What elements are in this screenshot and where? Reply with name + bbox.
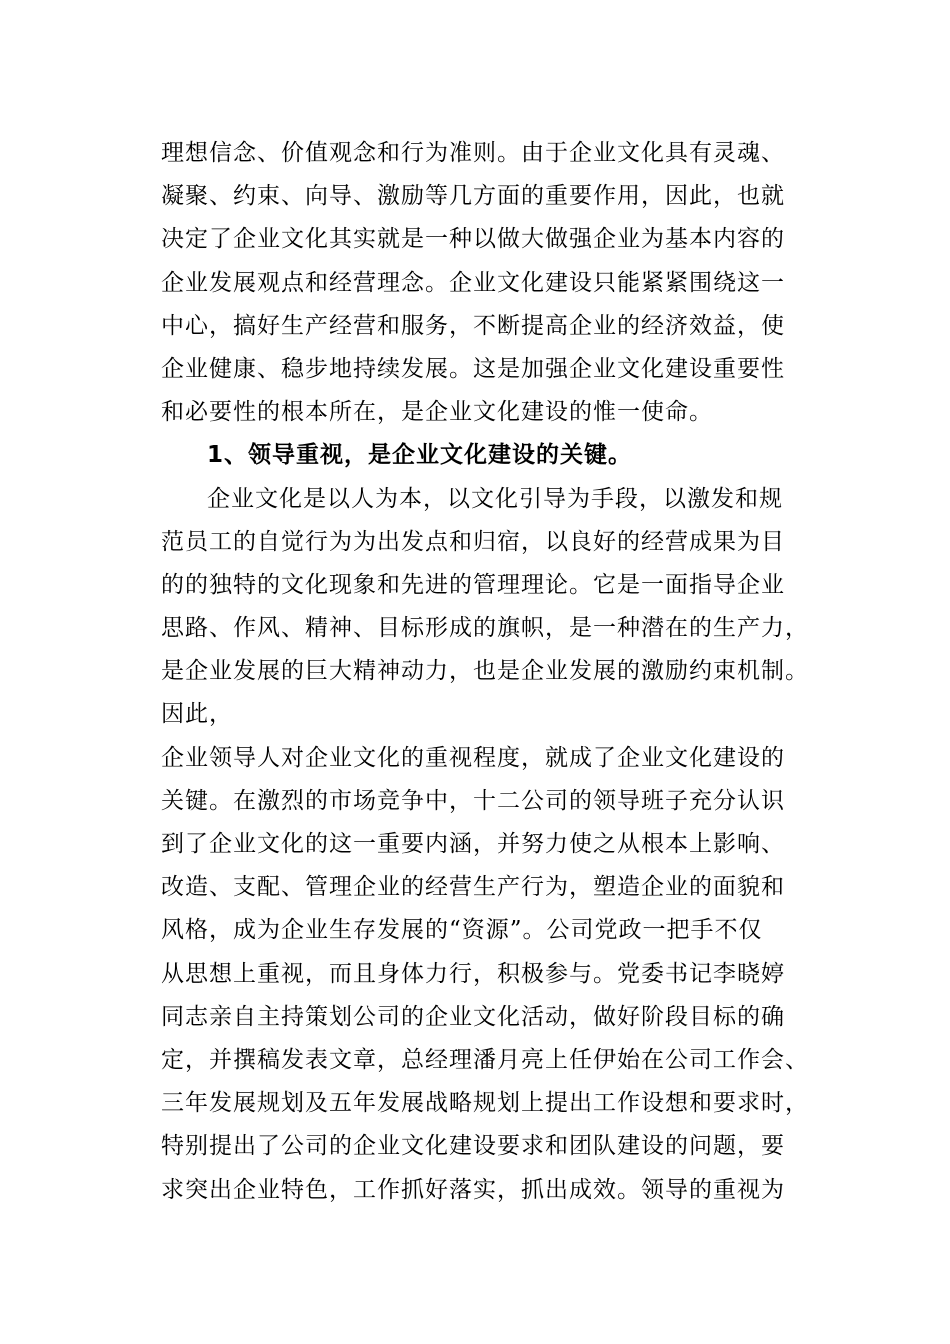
paragraph-3-line: 到了企业文化的这一重要内涵，并努力使之从根本上影响、 xyxy=(161,831,785,857)
paragraph-2-line: 的的独特的文化现象和先进的管理理论。它是一面指导企业 xyxy=(161,571,785,598)
paragraph-3-line: 三年发展规划及五年发展战略规划上提出工作设想和要求时， xyxy=(161,1090,809,1117)
paragraph-3-line: 从思想上重视，而且身体力行，积极参与。党委书记李晓婷 xyxy=(161,960,785,987)
paragraph-1-line: 中心，搞好生产经营和服务，不断提高企业的经济效益，使 xyxy=(161,312,785,339)
paragraph-1-line: 和必要性的根本所在，是企业文化建设的惟一使命。 xyxy=(161,399,713,426)
paragraph-3-line: 同志亲自主持策划公司的企业文化活动，做好阶段目标的确 xyxy=(161,1003,785,1030)
paragraph-3-line: 定，并撰稿发表文章，总经理潘月亮上任伊始在公司工作会、 xyxy=(161,1046,809,1073)
paragraph-1-line: 凝聚、约束、向导、激励等几方面的重要作用，因此，也就 xyxy=(161,183,785,210)
paragraph-3-line: 求突出企业特色，工作抓好落实，抓出成效。领导的重视为 xyxy=(161,1176,785,1203)
paragraph-1-line: 企业健康、稳步地持续发展。这是加强企业文化建设重要性 xyxy=(161,355,785,382)
paragraph-3-line: 关键。在激烈的市场竞争中，十二公司的领导班子充分认识 xyxy=(161,787,785,814)
paragraph-2-line: 因此， xyxy=(161,701,233,728)
paragraph-3-line: 改造、支配、管理企业的经营生产行为，塑造企业的面貌和 xyxy=(161,874,785,901)
paragraph-1-line: 企业发展观点和经营理念。企业文化建设只能紧紧围绕这一 xyxy=(161,269,785,296)
paragraph-2-line: 企业文化是以人为本，以文化引导为手段，以激发和规 xyxy=(207,485,783,512)
document-body xyxy=(161,132,851,1212)
paragraph-1-line: 理想信念、价值观念和行为准则。由于企业文化具有灵魂、 xyxy=(161,140,785,166)
paragraph-2-line: 是企业发展的巨大精神动力，也是企业发展的激励约束机制。 xyxy=(161,658,809,685)
paragraph-3-line: 特别提出了公司的企业文化建设要求和团队建设的问题，要 xyxy=(161,1133,785,1160)
paragraph-3-line: 风格，成为企业生存发展的“资源”。公司党政一把手不仅 xyxy=(161,917,763,944)
paragraph-3-line: 企业领导人对企业文化的重视程度，就成了企业文化建设的 xyxy=(161,744,785,771)
paragraph-2-line: 思路、作风、精神、目标形成的旗帜，是一种潜在的生产力， xyxy=(161,615,809,642)
paragraph-2-line: 范员工的自觉行为为出发点和归宿，以良好的经营成果为目 xyxy=(161,528,785,555)
section-heading: 1、领导重视，是企业文化建设的关键。 xyxy=(207,442,633,469)
paragraph-1-line: 决定了企业文化其实就是一种以做大做强企业为基本内容的 xyxy=(161,226,785,253)
